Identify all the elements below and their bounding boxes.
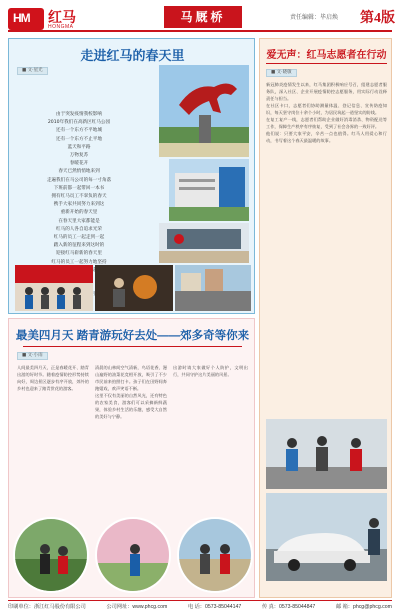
- poem-line: 红马的员工一起走到一起: [53, 235, 105, 241]
- email-info: 邮 箱：phcg@phcg.com: [335, 604, 392, 610]
- poem-line: 春暖花开: [69, 161, 89, 167]
- fax-info: 传 真：0573-85044847: [261, 604, 316, 610]
- header-divider: [8, 30, 392, 32]
- article-title: 走进红马的春天里: [80, 48, 185, 63]
- paragraph: 人间最美四月天，正是春暖花开、踏青出游的好时节。随着疫情防控形势持续向好，周边景区逐步有序开放，郊外的乡村也迎来了踏青赏花的游客。: [17, 365, 89, 391]
- poem-line: 拥有红马员工不辜负的春天: [51, 194, 107, 200]
- poem-line: 红马的人各自追求光荣: [56, 226, 102, 232]
- page-number: 第4版: [360, 11, 395, 26]
- poem-line: 还有一个东方不平地城: [56, 128, 102, 134]
- section-title: 马厩桥: [164, 6, 242, 28]
- paragraph: 这里不仅有美丽的自然风光，还有特色的农家美食，游客们可以采摘新鲜蔬果，体验乡村生活的乐趣，感受大自然的美好与宁静。: [95, 393, 167, 419]
- poem-line: 踏入新的征程来到这时的: [53, 243, 105, 249]
- footer-divider: [8, 600, 392, 601]
- logo-mark: HM: [13, 11, 30, 25]
- article-title: 爱无声：红马志愿者在行动: [266, 50, 387, 61]
- editor-credit: 责任编辑：毕启焕: [290, 15, 339, 21]
- title-divider: [23, 346, 242, 347]
- brand-wall-photo: [159, 223, 249, 263]
- article-column-1: [17, 364, 89, 392]
- article-title: 最美四月天 踏青游玩好去处——郊多奇等你来: [15, 330, 250, 342]
- group-photo: [15, 265, 93, 311]
- poem-line: 在春天里大家都能是: [58, 218, 100, 224]
- poem-line: 2010年我们在高新区红马公园: [47, 120, 111, 126]
- article-spring-outing: [8, 318, 255, 598]
- article-spring-poem: [8, 38, 255, 314]
- poem-line: 下班前都一起带回一本书: [53, 185, 105, 191]
- poem-line: 红马的员工一起努力地坚持: [51, 259, 107, 265]
- phone-info: 电 话：0573-85044147: [187, 604, 242, 610]
- article-column-2: [95, 364, 167, 420]
- brand-logo: [8, 8, 44, 30]
- horse-statue-photo: [159, 65, 249, 157]
- article-volunteers: [259, 38, 392, 598]
- paragraph: 在社区卡口，志愿者们协助测量体温、登记信息、宣传防疫知识，每天坚守岗位十余个小时，为居民筑起一道坚实的防线。: [266, 103, 387, 115]
- poem-line: 万物复苏: [69, 153, 89, 159]
- title-divider: [266, 63, 387, 64]
- page-footer: [8, 603, 392, 610]
- poem-line: 携手大家共同努力来到这: [53, 202, 105, 208]
- article-body: [266, 81, 387, 144]
- street-photo: [175, 265, 251, 311]
- outing-photo-2: [95, 517, 171, 593]
- car-checkpoint-photo: [266, 493, 387, 581]
- worker-photo: [95, 265, 173, 311]
- website-info: 公司网址：www.phcg.com: [106, 604, 168, 610]
- poem-line: 春天已然悄悄地来到: [58, 169, 100, 175]
- publisher-info: 印刷单位：浙江红马股份有限公司: [8, 604, 86, 610]
- building-photo: [169, 159, 249, 221]
- paragraph: 在复工复产一线，志愿者们帮助企业做好消毒消杀、物资配送等工作，保障生产秩序有序恢复，受到了社会各界的一致好评。: [266, 117, 387, 129]
- paragraph: 出游时请大家做好个人防护，文明出行，共同守护这片美丽的风景。: [173, 365, 248, 377]
- logo-name: 红马: [48, 9, 76, 25]
- poem-line: 由于突发疫情我校影响: [56, 112, 102, 117]
- author-tag: ■ 文·星光: [17, 67, 48, 75]
- poem-line: 走遍我们在马公司的每一寸角落: [46, 177, 112, 183]
- paragraph: 清晨的山林间空气清新，鸟语花香，漫山遍野的油菜花竞相开放，吸引了不少市民前来拍照打卡。孩子们在田野间奔跑嬉戏，欢声笑语不断。: [95, 365, 167, 391]
- logo-subtitle: HONGMA: [48, 24, 74, 30]
- poem-line: 重新开始的春天里: [60, 210, 98, 216]
- volunteers-photo: [266, 419, 387, 489]
- masthead: [0, 0, 400, 40]
- article-column-3: [173, 364, 248, 378]
- author-tag: ■ 文·小雨: [17, 352, 48, 360]
- author-tag: ■ 文·晓敏: [266, 69, 297, 77]
- poem-line: 蓝天和平路: [67, 144, 91, 150]
- outing-photo-3: [177, 517, 253, 593]
- paragraph: 新冠肺炎疫情发生以来，红马集团积极响应号召，组建志愿者服务队，深入社区、企业开展疫情防控志愿服务，用实际行动诠释责任与担当。: [266, 82, 387, 101]
- poem-line: 迎接红马崭新的春天里: [56, 251, 102, 257]
- paragraph: 他们说：只要大家平安，辛苦一点也值得。红马人用爱心和行动，书写着这个春天最温暖的故事。: [266, 131, 387, 143]
- outing-photo-1: [13, 517, 89, 593]
- poem-line: 还有一个东方不止平地: [56, 136, 102, 142]
